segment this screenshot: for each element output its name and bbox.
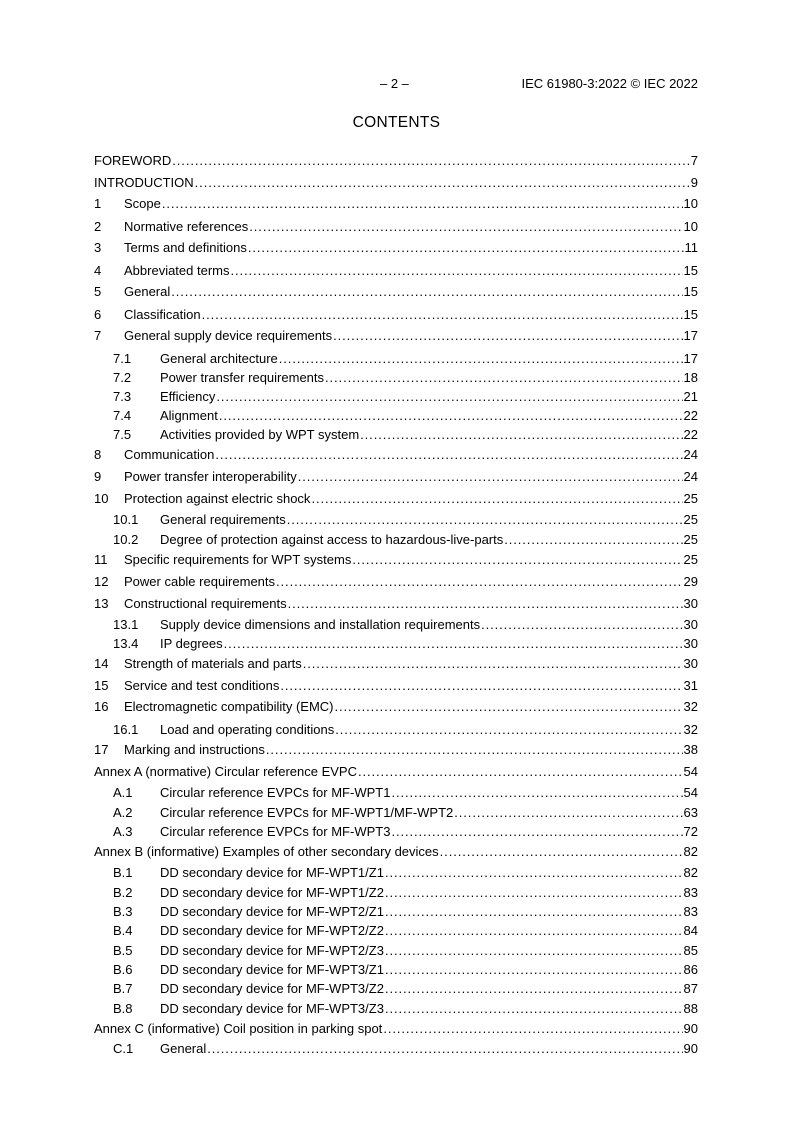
toc-entry-title: DD secondary device for MF-WPT1/Z2 — [160, 885, 384, 900]
toc-entry-title: General — [124, 284, 171, 299]
toc-entry-page: 15 — [683, 263, 698, 278]
toc-entry[interactable] — [94, 923, 698, 938]
toc-entry-title: General requirements — [160, 512, 286, 527]
toc-entry[interactable] — [94, 722, 698, 737]
toc-leader-dots — [352, 552, 682, 567]
toc-leader-dots — [276, 574, 683, 589]
toc-entry-number: 10.2 — [113, 532, 139, 547]
toc-leader-dots — [335, 722, 682, 737]
toc-entry[interactable] — [94, 196, 698, 211]
toc-entry-title: DD secondary device for MF-WPT3/Z3 — [160, 1001, 384, 1016]
toc-entry-number: 13 — [94, 596, 109, 611]
toc-entry-page: 54 — [683, 785, 698, 800]
toc-entry-page: 82 — [683, 844, 698, 859]
toc-entry[interactable] — [94, 447, 698, 462]
toc-entry[interactable] — [94, 552, 698, 567]
toc-entry[interactable] — [94, 153, 698, 168]
toc-entry-title: DD secondary device for MF-WPT3/Z1 — [160, 962, 384, 977]
toc-entry[interactable] — [94, 370, 698, 385]
toc-entry-page: 29 — [683, 574, 698, 589]
toc-entry-page: 24 — [683, 447, 698, 462]
toc-entry[interactable] — [94, 742, 698, 757]
toc-entry-number: 16.1 — [113, 722, 139, 737]
toc-leader-dots — [215, 447, 682, 462]
toc-entry-title: DD secondary device for MF-WPT3/Z2 — [160, 981, 384, 996]
toc-entry-number: 7.1 — [113, 351, 132, 366]
toc-entry[interactable] — [94, 844, 698, 859]
toc-leader-dots — [298, 469, 683, 484]
toc-entry-title: Constructional requirements — [124, 596, 287, 611]
toc-entry-page: 63 — [683, 805, 698, 820]
toc-entry[interactable] — [94, 904, 698, 919]
toc-leader-dots — [333, 328, 682, 343]
toc-entry-title: Efficiency — [160, 389, 216, 404]
toc-entry-title: Normative references — [124, 219, 249, 234]
toc-entry-title: Protection against electric shock — [124, 491, 311, 506]
toc-entry[interactable] — [94, 328, 698, 343]
toc-entry-page: 83 — [683, 904, 698, 919]
toc-leader-dots — [280, 678, 682, 693]
toc-entry-page: 30 — [683, 636, 698, 651]
toc-entry-number: 4 — [94, 263, 102, 278]
toc-entry-page: 54 — [683, 764, 698, 779]
toc-entry-page: 10 — [683, 196, 698, 211]
toc-leader-dots — [325, 370, 683, 385]
toc-leader-dots — [171, 284, 682, 299]
toc-entry-number: A.3 — [113, 824, 133, 839]
toc-entry-page: 30 — [683, 617, 698, 632]
toc-entry[interactable] — [94, 491, 698, 506]
toc-leader-dots — [231, 263, 683, 278]
toc-entry[interactable] — [94, 764, 698, 779]
toc-entry-number: 7.2 — [113, 370, 132, 385]
toc-entry-number: A.1 — [113, 785, 133, 800]
toc-entry-title: Strength of materials and parts — [124, 656, 302, 671]
toc-entry-number: 7.3 — [113, 389, 132, 404]
toc-entry-page: 15 — [683, 307, 698, 322]
toc-entry-page: 10 — [683, 219, 698, 234]
toc-entry-title: Circular reference EVPCs for MF-WPT1 — [160, 785, 391, 800]
page-title: CONTENTS — [352, 114, 441, 131]
toc-leader-dots — [248, 240, 684, 255]
toc-entry-page: 15 — [683, 284, 698, 299]
toc-leader-dots — [385, 981, 683, 996]
toc-entry-number: 8 — [94, 447, 102, 462]
toc-entry-page: 83 — [683, 885, 698, 900]
toc-entry-title: General — [160, 1041, 207, 1056]
page-header — [0, 76, 793, 92]
toc-entry-title: Alignment — [160, 408, 218, 423]
toc-leader-dots — [383, 1021, 682, 1036]
toc-entry-title: DD secondary device for MF-WPT2/Z3 — [160, 943, 384, 958]
toc-entry-title: Communication — [124, 447, 215, 462]
toc-entry-title: FOREWORD — [94, 153, 172, 168]
toc-entry-page: 72 — [683, 824, 698, 839]
toc-leader-dots — [504, 532, 682, 547]
toc-entry[interactable] — [94, 1041, 698, 1056]
toc-entry-title: DD secondary device for MF-WPT2/Z1 — [160, 904, 384, 919]
toc-entry-page: 17 — [683, 351, 698, 366]
toc-entry-title: Marking and instructions — [124, 742, 265, 757]
toc-entry-title: Scope — [124, 196, 161, 211]
toc-entry-page: 82 — [683, 865, 698, 880]
toc-entry[interactable] — [94, 512, 698, 527]
toc-entry-page: 25 — [683, 491, 698, 506]
toc-entry-title: Power cable requirements — [124, 574, 276, 589]
toc-entry-page: 24 — [683, 469, 698, 484]
toc-entry[interactable] — [94, 427, 698, 442]
toc-entry-number: 5 — [94, 284, 102, 299]
toc-entry[interactable] — [94, 865, 698, 880]
toc-leader-dots — [288, 596, 683, 611]
toc-entry[interactable] — [94, 962, 698, 977]
toc-entry-number: B.3 — [113, 904, 133, 919]
toc-entry[interactable] — [94, 805, 698, 820]
toc-entry-title: Classification — [124, 307, 201, 322]
toc-entry[interactable] — [94, 678, 698, 693]
toc-entry-page: 90 — [683, 1021, 698, 1036]
toc-entry[interactable] — [94, 943, 698, 958]
toc-entry-page: 90 — [683, 1041, 698, 1056]
toc-entry-page: 22 — [683, 427, 698, 442]
toc-leader-dots — [360, 427, 682, 442]
toc-entry-title: Supply device dimensions and installation requirements — [160, 617, 481, 632]
toc-entry-page: 84 — [683, 923, 698, 938]
toc-entry-page: 17 — [683, 328, 698, 343]
toc-entry-title: General supply device requirements — [124, 328, 333, 343]
toc-entry-number: 1 — [94, 196, 102, 211]
toc-entry-number: B.1 — [113, 865, 133, 880]
toc-entry-page: 11 — [684, 240, 698, 255]
toc-entry-page: 21 — [683, 389, 698, 404]
toc-entry-page: 18 — [683, 370, 698, 385]
toc-entry-number: B.4 — [113, 923, 133, 938]
toc-entry-page: 86 — [683, 962, 698, 977]
toc-leader-dots — [481, 617, 682, 632]
toc-entry-number: 6 — [94, 307, 102, 322]
toc-leader-dots — [202, 307, 683, 322]
toc-entry[interactable] — [94, 175, 698, 190]
toc-leader-dots — [454, 805, 682, 820]
toc-entry-title: Load and operating conditions — [160, 722, 335, 737]
toc-entry-number: B.8 — [113, 1001, 133, 1016]
toc-leader-dots — [224, 636, 683, 651]
toc-entry-title: Degree of protection against access to hazardous-live-parts — [160, 532, 504, 547]
toc-entry[interactable] — [94, 408, 698, 423]
toc-entry-page: 30 — [683, 596, 698, 611]
toc-entry-title: Circular reference EVPCs for MF-WPT3 — [160, 824, 391, 839]
toc-leader-dots — [216, 389, 682, 404]
toc-entry-page: 32 — [683, 722, 698, 737]
toc-leader-dots — [279, 351, 683, 366]
toc-entry-title: Annex A (normative) Circular reference EVPC — [94, 764, 357, 779]
toc-leader-dots — [335, 699, 683, 714]
toc-leader-dots — [385, 962, 683, 977]
toc-leader-dots — [440, 844, 683, 859]
toc-entry-number: 14 — [94, 656, 109, 671]
toc-leader-dots — [358, 764, 683, 779]
toc-entry-number: B.2 — [113, 885, 133, 900]
toc-entry[interactable] — [94, 307, 698, 322]
toc-entry[interactable] — [94, 532, 698, 547]
toc-entry[interactable] — [94, 785, 698, 800]
toc-entry[interactable] — [94, 656, 698, 671]
toc-entry-number: B.6 — [113, 962, 133, 977]
toc-leader-dots — [385, 885, 683, 900]
toc-entry-page: 22 — [683, 408, 698, 423]
document-reference: IEC 61980-3:2022 © IEC 2022 — [521, 76, 698, 91]
toc-entry-page: 9 — [690, 175, 698, 190]
toc-entry-number: 15 — [94, 678, 109, 693]
toc-entry[interactable] — [94, 389, 698, 404]
toc-entry[interactable] — [94, 263, 698, 278]
toc-entry-number: 13.1 — [113, 617, 139, 632]
toc-entry[interactable] — [94, 240, 698, 255]
toc-leader-dots — [287, 512, 683, 527]
toc-entry-number: 10 — [94, 491, 109, 506]
toc-entry-title: DD secondary device for MF-WPT2/Z2 — [160, 923, 384, 938]
toc-leader-dots — [385, 1001, 683, 1016]
toc-entry-title: Power transfer interoperability — [124, 469, 297, 484]
toc-entry-number: 3 — [94, 240, 102, 255]
toc-entry-number: 2 — [94, 219, 102, 234]
toc-entry-title: Power transfer requirements — [160, 370, 325, 385]
page-number: – 2 – — [380, 76, 409, 91]
toc-entry-title: Abbreviated terms — [124, 263, 230, 278]
toc-leader-dots — [311, 491, 682, 506]
toc-entry-number: 7.4 — [113, 408, 132, 423]
toc-entry-page: 85 — [683, 943, 698, 958]
toc-leader-dots — [172, 153, 689, 168]
toc-entry-number: 7 — [94, 328, 102, 343]
toc-entry[interactable] — [94, 885, 698, 900]
toc-entry-number: 10.1 — [113, 512, 139, 527]
toc-entry[interactable] — [94, 351, 698, 366]
toc-entry[interactable] — [94, 596, 698, 611]
toc-entry-page: 7 — [690, 153, 698, 168]
toc-entry-page: 38 — [683, 742, 698, 757]
toc-entry[interactable] — [94, 219, 698, 234]
toc-entry-number: 7.5 — [113, 427, 132, 442]
toc-entry[interactable] — [94, 617, 698, 632]
toc-leader-dots — [385, 943, 683, 958]
toc-entry-number: B.5 — [113, 943, 133, 958]
toc-entry[interactable] — [94, 636, 698, 651]
toc-entry-page: 25 — [683, 552, 698, 567]
toc-entry[interactable] — [94, 981, 698, 996]
toc-entry[interactable] — [94, 1021, 698, 1036]
toc-leader-dots — [266, 742, 683, 757]
toc-entry-title: Electromagnetic compatibility (EMC) — [124, 699, 334, 714]
toc-leader-dots — [195, 175, 690, 190]
toc-entry-page: 31 — [683, 678, 698, 693]
toc-leader-dots — [385, 904, 683, 919]
toc-entry-number: 16 — [94, 699, 109, 714]
toc-entry-title: Circular reference EVPCs for MF-WPT1/MF-WPT2 — [160, 805, 454, 820]
toc-leader-dots — [249, 219, 682, 234]
toc-entry-number: 12 — [94, 574, 109, 589]
toc-entry-title: Service and test conditions — [124, 678, 280, 693]
toc-entry-title: Annex B (informative) Examples of other secondary devices — [94, 844, 439, 859]
toc-entry-title: Activities provided by WPT system — [160, 427, 360, 442]
toc-entry-title: IP degrees — [160, 636, 223, 651]
toc-entry[interactable] — [94, 284, 698, 299]
toc-leader-dots — [391, 824, 682, 839]
toc-entry[interactable] — [94, 699, 698, 714]
toc-entry-page: 87 — [683, 981, 698, 996]
toc-entry[interactable] — [94, 469, 698, 484]
toc-entry-number: C.1 — [113, 1041, 134, 1056]
toc-leader-dots — [391, 785, 682, 800]
toc-leader-dots — [207, 1041, 682, 1056]
toc-leader-dots — [219, 408, 683, 423]
toc-entry-number: 9 — [94, 469, 102, 484]
toc-entry-number: 17 — [94, 742, 109, 757]
toc-entry-page: 25 — [683, 532, 698, 547]
toc-entry-title: Terms and definitions — [124, 240, 247, 255]
toc-entry-page: 32 — [683, 699, 698, 714]
toc-entry-number: 13.4 — [113, 636, 139, 651]
toc-leader-dots — [385, 923, 683, 938]
toc-entry-page: 88 — [683, 1001, 698, 1016]
toc-entry-title: General architecture — [160, 351, 278, 366]
toc-leader-dots — [385, 865, 683, 880]
toc-entry-page: 30 — [683, 656, 698, 671]
toc-entry[interactable] — [94, 1001, 698, 1016]
toc-entry-number: 11 — [94, 552, 108, 567]
toc-leader-dots — [162, 196, 683, 211]
toc-entry-number: B.7 — [113, 981, 133, 996]
toc-entry[interactable] — [94, 574, 698, 589]
toc-leader-dots — [303, 656, 683, 671]
toc-entry-number: A.2 — [113, 805, 133, 820]
toc-entry-title: Annex C (informative) Coil position in parking spot — [94, 1021, 383, 1036]
toc-entry-title: DD secondary device for MF-WPT1/Z1 — [160, 865, 384, 880]
toc-entry-title: Specific requirements for WPT systems — [124, 552, 352, 567]
toc-entry-title: INTRODUCTION — [94, 175, 194, 190]
toc-entry-page: 25 — [683, 512, 698, 527]
toc-entry[interactable] — [94, 824, 698, 839]
